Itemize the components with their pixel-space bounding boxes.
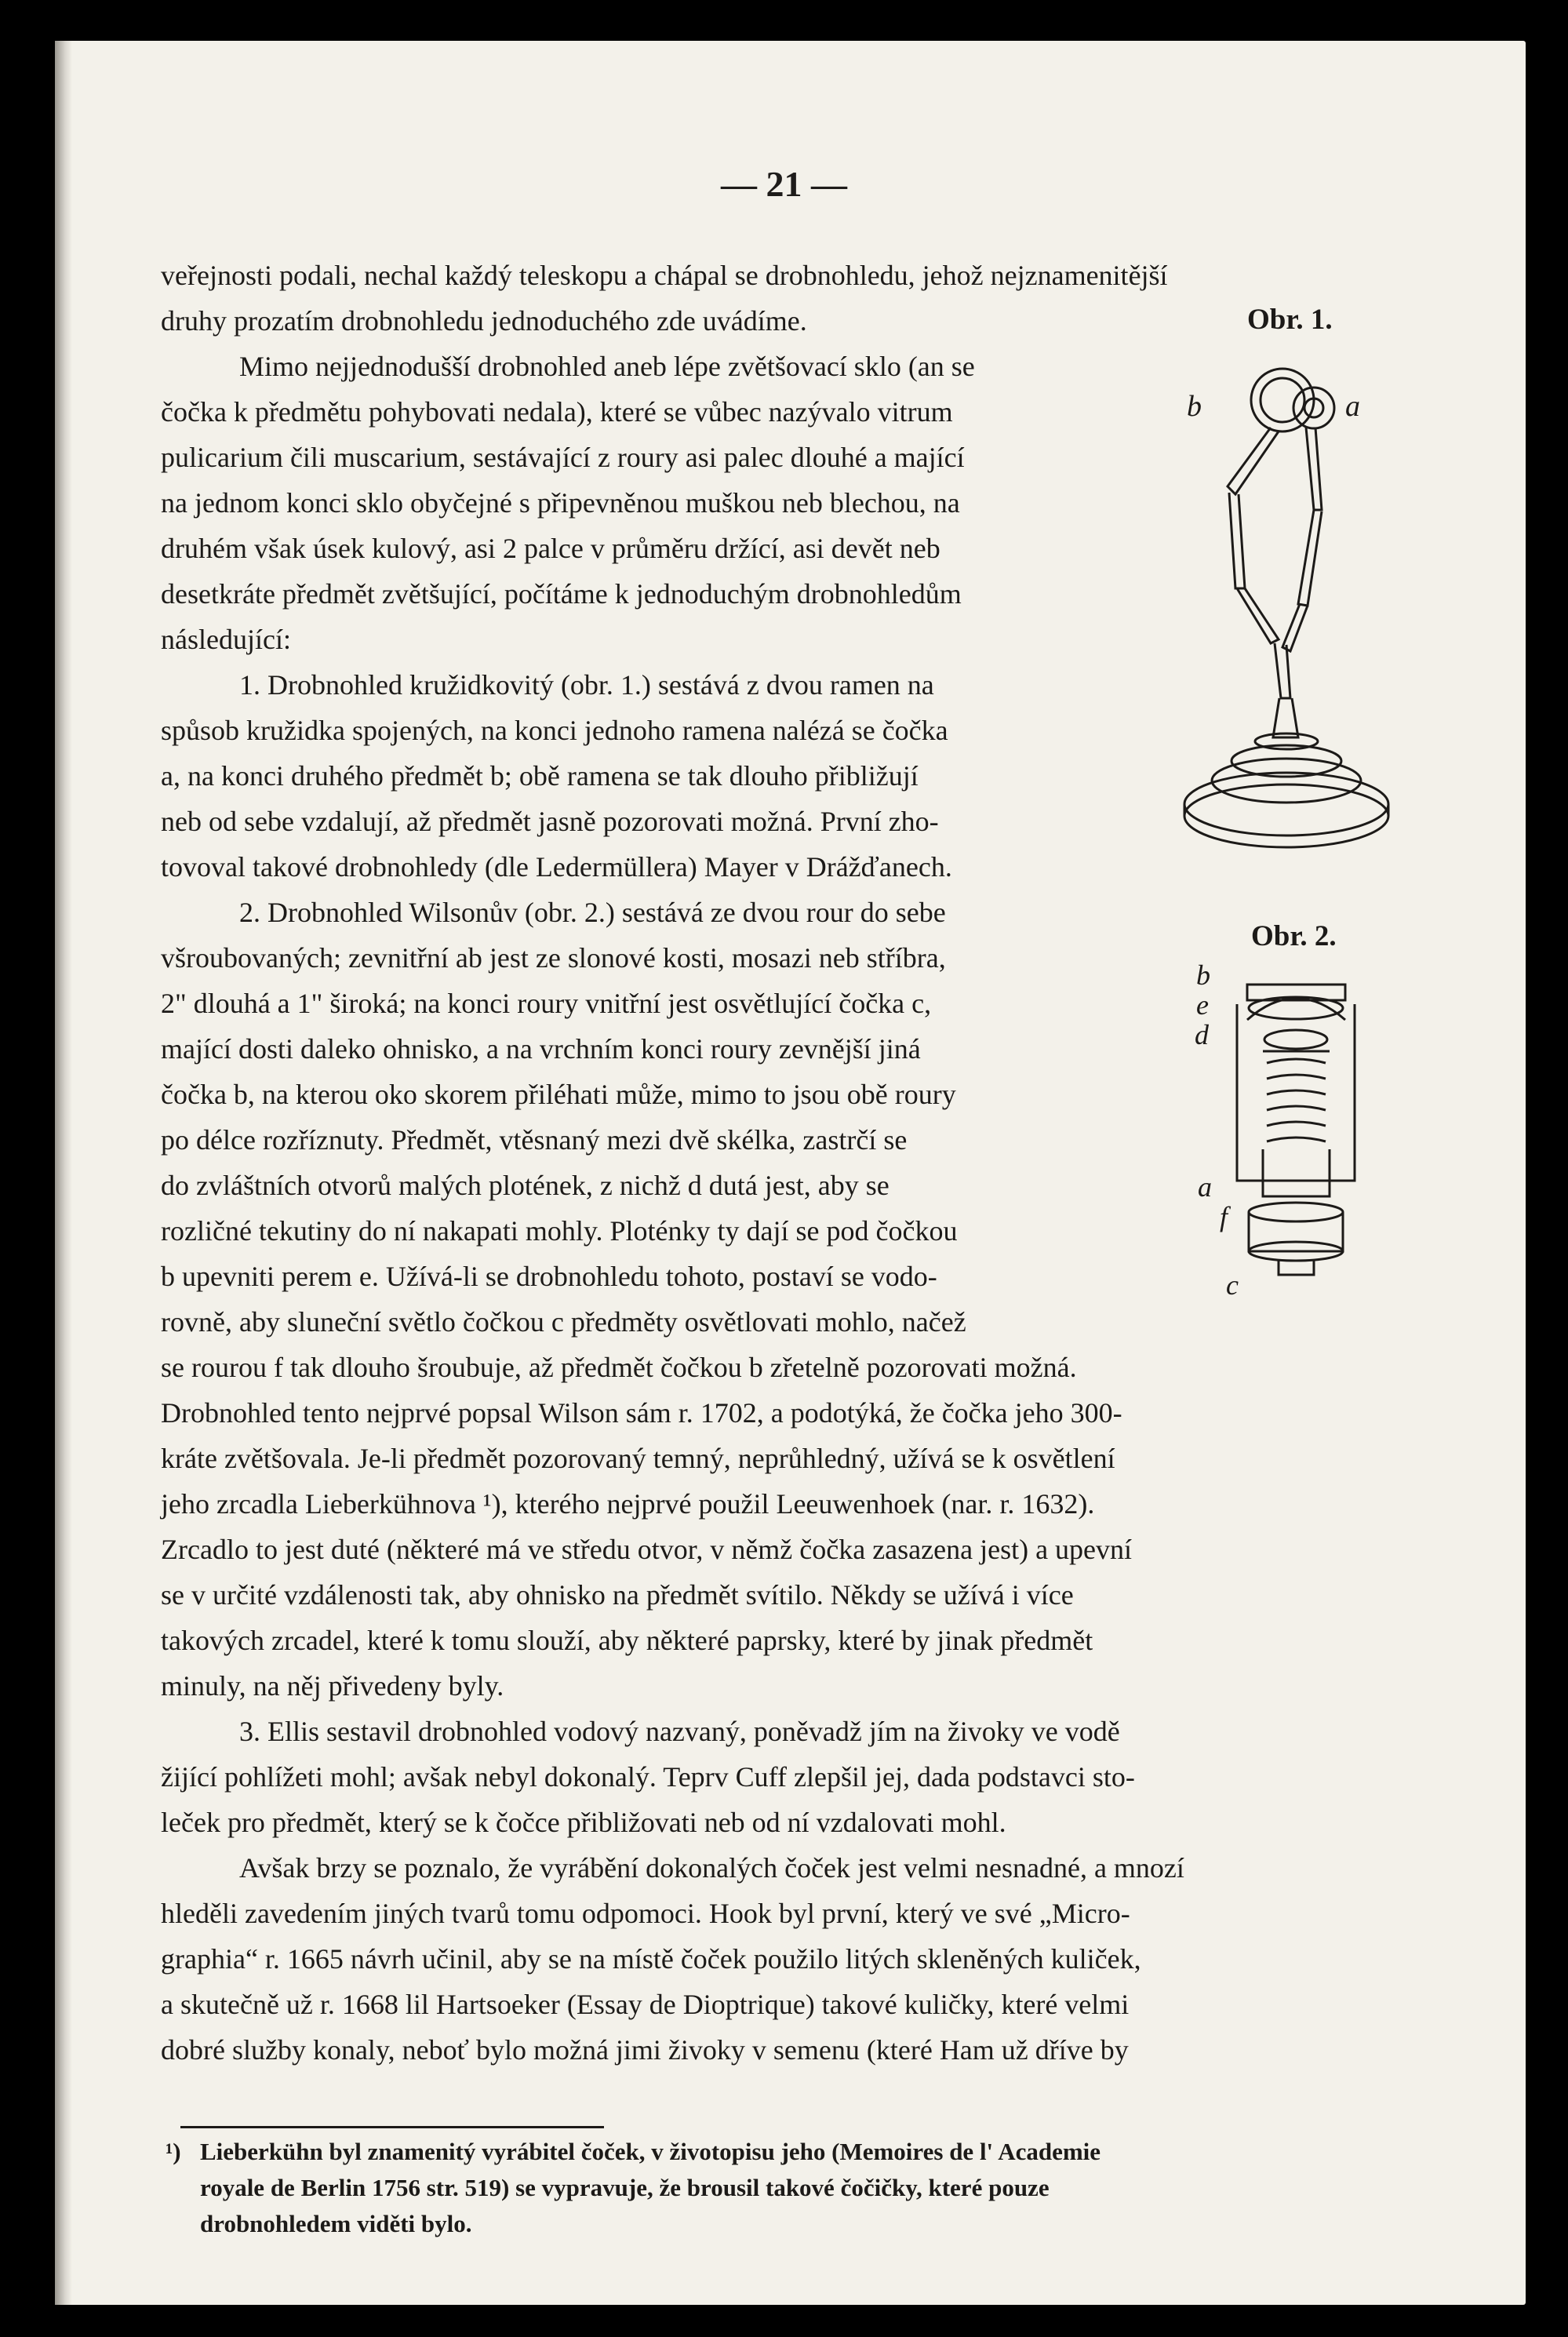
figure-2-letter-e: e [1196,989,1209,1021]
text-line: pulicarium čili muscarium, sestávající z roury asi palec dlouhé a mající [161,442,965,473]
text-line: Avšak brzy se poznalo, že vyrábění dokonalých čoček jest velmi nesnadné, a mnozí [239,1852,1184,1884]
text-line: žijící pohlížeti mohl; avšak nebyl dokonalý. Teprv Cuff zlepšil jej, dada podstavci sto- [161,1761,1135,1793]
figure-2-letter-b: b [1196,961,1210,991]
text-line: 3. Ellis sestavil drobnohled vodový nazvaný, poněvadž jím na živoky ve vodě [239,1716,1120,1747]
text-line: rozličné tekutiny do ní nakapati mohly. Ploténky ty dají se pod čočkou [161,1215,958,1247]
text-line: Mimo nejjednodušší drobnohled aneb lépe zvětšovací sklo (an se [239,351,975,382]
text-line: a, na konci druhého předmět b; obě ramena se tak dlouho přibližují [161,760,919,792]
text-line: čočka k předmětu pohybovati nedala), které se vůbec nazývalo vitrum [161,396,953,428]
figure-2-letter-a: a [1198,1171,1212,1203]
text-line: takových zrcadel, které k tomu slouží, aby některé paprsky, které by jinak předmět [161,1625,1093,1656]
figure-1-letter-a: a [1345,390,1360,423]
text-block-lower [161,1345,1400,2073]
text-line: jeho zrcadla Lieberkühnova ¹), kterého nejprvé použil Leeuwenhoek (nar. r. 1632). [161,1488,1095,1520]
figure-1-label: Obr. 1. [1247,304,1333,336]
text-line: graphia“ r. 1665 návrh učinil, aby se na místě čoček použilo litých skleněných kuliček, [161,1943,1141,1975]
text-line: b upevniti perem e. Užívá-li se drobnohledu tohoto, postaví se vodo- [161,1261,937,1292]
text-line: druhy prozatím drobnohledu jednoduchého zde uvádíme. [161,305,807,337]
text-line: rovně, aby sluneční světlo čočkou c předměty osvětlovati mohlo, načež [161,1306,966,1338]
footnote-mark: ¹) [166,2138,181,2165]
text-line: desetkráte předmět zvětšující, počítáme k jednoduchým drobnohledům [161,578,962,610]
figure-2-letter-d: d [1195,1019,1209,1050]
figure-1-letter-b: b [1187,390,1202,423]
text-line: 2. Drobnohled Wilsonův (obr. 2.) sestává ze dvou rour do sebe [239,897,946,928]
text-line: čočka b, na kterou oko skorem přiléhati může, mimo to jsou obě roury [161,1079,956,1110]
footnote [166,2134,1408,2242]
text-line: 1. Drobnohled kružidkovitý (obr. 1.) sestává z dvou ramen na [239,669,934,701]
text-line: na jednom konci sklo obyčejné s připevněnou muškou neb blechou, na [161,487,960,519]
text-line: veřejnosti podali, nechal každý teleskopu a chápal se drobnohledu, jehož nejznamenitější [161,260,1168,291]
text-line: Zrcadlo to jest duté (některé má ve středu otvor, v němž čočka zasazena jest) a upevní [161,1534,1133,1565]
footnote-line: drobnohledem viděti bylo. [200,2210,472,2237]
text-line: leček pro předmět, který se k čočce přibližovati neb od ní vzdalovati mohl. [161,1807,1006,1838]
text-line: minuly, na něj přivedeny byly. [161,1670,504,1702]
text-line: a skutečně už r. 1668 lil Hartsoeker (Essay de Dioptrique) takové kuličky, které velmi [161,1989,1130,2020]
footnote-rule [180,2126,604,2128]
page-gutter-shadow [55,41,72,2305]
text-line: se rourou f tak dlouho šroubuje, až předmět čočkou b zřetelně pozorovati možná. [161,1352,1077,1383]
text-line: dobré služby konaly, neboť bylo možná jimi živoky v semenu (které Ham už dříve by [161,2034,1129,2066]
text-line: kráte zvětšovala. Je-li předmět pozorovaný temný, neprůhledný, užívá se k osvětlení [161,1443,1115,1474]
text-line: následující: [161,624,291,655]
text-line: spůsob kružidka spojených, na konci jednoho ramena nalézá se čočka [161,715,948,746]
text-line: hleděli zavedením jiných tvarů tomu odpomoci. Hook byl první, který ve své „Micro- [161,1898,1130,1929]
text-line: neb od sebe vzdalují, až předmět jasně pozorovati možná. První zho- [161,806,939,837]
figure-2-letter-f: f [1220,1201,1228,1232]
page-number: — 21 — [721,164,847,204]
text-line: tovoval takové drobnohledy (dle Ledermüllera) Mayer v Drážďanech. [161,851,952,883]
text-line: druhém však úsek kulový, asi 2 palce v průměru držící, asi devět neb [161,533,940,564]
figure-1-compass-microscope [1181,353,1400,871]
figure-2-wilson-microscope [1188,961,1400,1314]
figure-2-letter-c: c [1226,1269,1239,1301]
text-line: do zvláštních otvorů malých plotének, z nichž d dutá jest, aby se [161,1170,890,1201]
text-line: Drobnohled tento nejprvé popsal Wilson sám r. 1702, a podotýká, že čočka jeho 300- [161,1397,1122,1429]
text-line: 2" dlouhá a 1" široká; na konci roury vnitřní jest osvětlující čočka c, [161,988,932,1019]
footnote-line: Lieberkühn byl znamenitý vyrábitel čoček, v životopisu jeho (Memoires de l' Academie [200,2138,1101,2165]
footnote-line: royale de Berlin 1756 str. 519) se vypravuje, že brousil takové čočičky, které pouze [200,2174,1050,2201]
text-line: všroubovaných; zevnitřní ab jest ze slonové kosti, mosazi neb stříbra, [161,942,946,974]
text-line: po délce rozříznuty. Předmět, vtěsnaný mezi dvě skélka, zastrčí se [161,1124,908,1156]
text-line: se v určité vzdálenosti tak, aby ohnisko na předmět svítilo. Někdy se užívá i více [161,1579,1074,1611]
text-line: mající dosti daleko ohnisko, a na vrchním konci roury zevnější jiná [161,1033,921,1065]
figure-2-label: Obr. 2. [1251,920,1337,952]
